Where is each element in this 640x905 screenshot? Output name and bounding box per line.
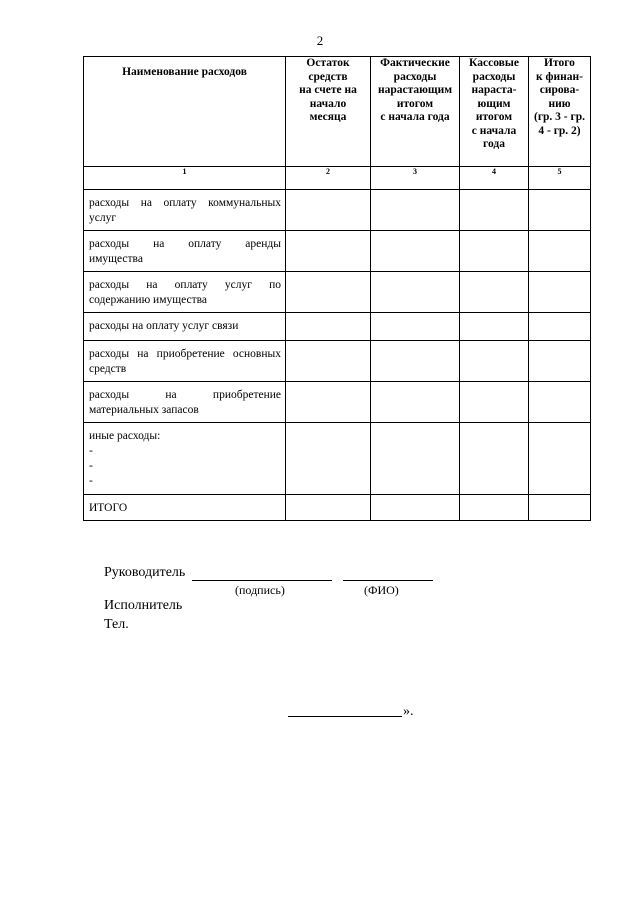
head-label: Руководитель [104,565,186,580]
name-line[interactable] [343,580,433,581]
cell-input[interactable] [529,341,591,382]
page-number: 2 [316,33,324,48]
column-numbers-row [84,167,591,190]
header-balance: Остаток средств на счете на начало месяца [286,57,371,167]
table-row [84,341,591,382]
cell-input[interactable] [371,190,460,231]
cell-input[interactable] [529,313,591,341]
cell-input[interactable] [371,231,460,272]
cell-input[interactable] [529,272,591,313]
cell-input[interactable] [286,423,371,495]
signature-line[interactable] [192,580,332,581]
row-label: расходы на оплату аренды имущества [84,231,286,272]
cell-input[interactable] [286,495,371,521]
cell-input[interactable] [460,231,529,272]
cell-input[interactable] [371,382,460,423]
column-number: 4 [460,167,529,190]
cell-input[interactable] [286,341,371,382]
cell-input[interactable] [460,423,529,495]
row-label: расходы на приобретение основных средств [84,341,286,382]
cell-input[interactable] [529,495,591,521]
cell-input[interactable] [460,495,529,521]
header-row [84,57,591,167]
cell-input[interactable] [286,382,371,423]
list-item: - [89,460,93,472]
cell-input[interactable] [529,382,591,423]
cell-input[interactable] [286,313,371,341]
phone-label: Тел. [104,617,129,632]
name-caption: (ФИО) [364,583,399,597]
cell-input[interactable] [529,190,591,231]
signature-caption: (подпись) [235,583,285,597]
header-name: Наименование расходов [84,57,286,167]
column-number: 2 [286,167,371,190]
cell-input[interactable] [286,272,371,313]
cell-input[interactable] [286,190,371,231]
column-number: 1 [84,167,286,190]
column-number: 5 [529,167,591,190]
total-row [84,495,591,521]
table-row [84,382,591,423]
header-total: Итого к финан- сирова- нию (гр. 3 - гр. 4 - гр. 2) [529,57,591,167]
table-row [84,313,591,341]
table-row [84,272,591,313]
date-line[interactable] [288,716,402,717]
row-label: расходы на приобретение материальных запасов [84,382,286,423]
cell-input[interactable] [529,231,591,272]
row-label: расходы на оплату услуг связи [84,313,286,341]
header-actual: Фактические расходы нарастающим итогом с начала года [371,57,460,167]
cell-input[interactable] [460,382,529,423]
table-row [84,231,591,272]
row-label: иные расходы: - - - [84,423,286,495]
expenses-table [83,56,591,521]
cell-input[interactable] [371,495,460,521]
cell-input[interactable] [460,341,529,382]
cell-input[interactable] [460,272,529,313]
cell-input[interactable] [371,423,460,495]
cell-input[interactable] [460,313,529,341]
row-label: ИТОГО [84,495,286,521]
cell-input[interactable] [371,272,460,313]
column-number: 3 [371,167,460,190]
row-label: расходы на оплату услуг по содержанию имущества [84,272,286,313]
list-item: - [89,475,93,487]
row-label: расходы на оплату коммунальных услуг [84,190,286,231]
cell-input[interactable] [460,190,529,231]
cell-input[interactable] [286,231,371,272]
table-row [84,423,591,495]
table-row [84,190,591,231]
cell-input[interactable] [371,313,460,341]
cell-input[interactable] [529,423,591,495]
list-item: - [89,445,93,457]
cell-input[interactable] [371,341,460,382]
header-cash: Кассовые расходы нараста- ющим итогом с начала года [460,57,529,167]
executor-label: Исполнитель [104,598,183,613]
date-suffix: ». [403,704,414,719]
